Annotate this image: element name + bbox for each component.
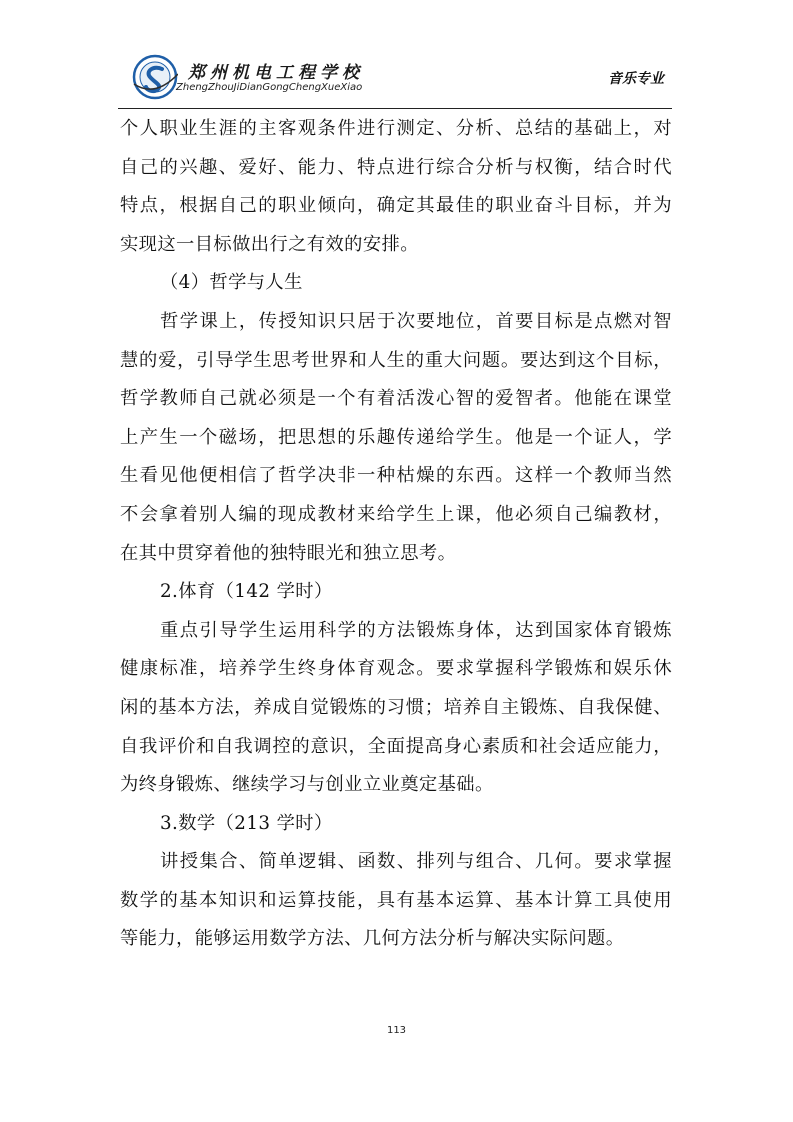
text-line: 讲授集合、简单逻辑、函数、排列与组合、几何。要求掌握	[160, 851, 672, 873]
text-line: 个人职业生涯的主客观条件进行测定、分析、总结的基础上，对	[120, 118, 672, 139]
page-number: 113	[386, 1025, 407, 1036]
text-line: 为终身锻炼、继续学习与创业立业奠定基础。	[120, 774, 494, 796]
text-line: 重点引导学生运用科学的方法锻炼身体，达到国家体育锻炼	[160, 619, 672, 641]
text-line: 健康标准，培养学生终身体育观念。要求掌握科学锻炼和娱乐休	[120, 658, 672, 680]
text-line: 在其中贯穿着他的独特眼光和独立思考。	[120, 542, 457, 564]
text-line: 不会拿着别人编的现成教材来给学生上课，他必须自己编教材，	[120, 503, 672, 525]
school-name-cn: 郑州机电工程学校	[188, 63, 364, 83]
major-label: 音乐专业	[608, 71, 664, 87]
text-line: 慧的爱，引导学生思考世界和人生的重大问题。要达到这个目标，	[120, 349, 672, 371]
text-line: 生看见他便相信了哲学决非一种枯燥的东西。这样一个教师当然	[120, 465, 672, 487]
text-line: 自我评价和自我调控的意识，全面提高身心素质和社会适应能力，	[120, 735, 672, 757]
section-heading: （4）哲学与人生	[160, 272, 303, 294]
text-line: 上产生一个磁场，把思想的乐趣传递给学生。他是一个证人，学	[120, 426, 672, 448]
text-line: 等能力，能够运用数学方法、几何方法分析与解决实际问题。	[120, 928, 625, 950]
text-line: 自己的兴趣、爱好、能力、特点进行综合分析与权衡，结合时代	[120, 156, 672, 178]
text-line: 特点，根据自己的职业倾向，确定其最佳的职业奋斗目标，并为	[120, 195, 672, 217]
page-header	[118, 50, 670, 108]
text-line: 哲学教师自己就必须是一个有着活泼心智的爱智者。他能在课堂	[120, 388, 672, 410]
text-line: 闲的基本方法，养成自觉锻炼的习惯；培养自主锻炼、自我保健、	[120, 696, 672, 718]
text-line: 数学的基本知识和运算技能，具有基本运算、基本计算工具使用	[120, 889, 672, 911]
header-divider	[118, 108, 672, 109]
document-body	[120, 110, 672, 959]
school-name-en: ZhengZhouJiDianGongChengXueXiao	[176, 82, 363, 93]
school-logo	[132, 54, 178, 100]
section-heading: 2.体育（142 学时）	[160, 581, 333, 603]
text-line: 哲学课上，传授知识只居于次要地位，首要目标是点燃对智	[160, 310, 672, 332]
section-heading: 3.数学（213 学时）	[160, 812, 333, 834]
text-line: 实现这一目标做出行之有效的安排。	[120, 233, 419, 255]
